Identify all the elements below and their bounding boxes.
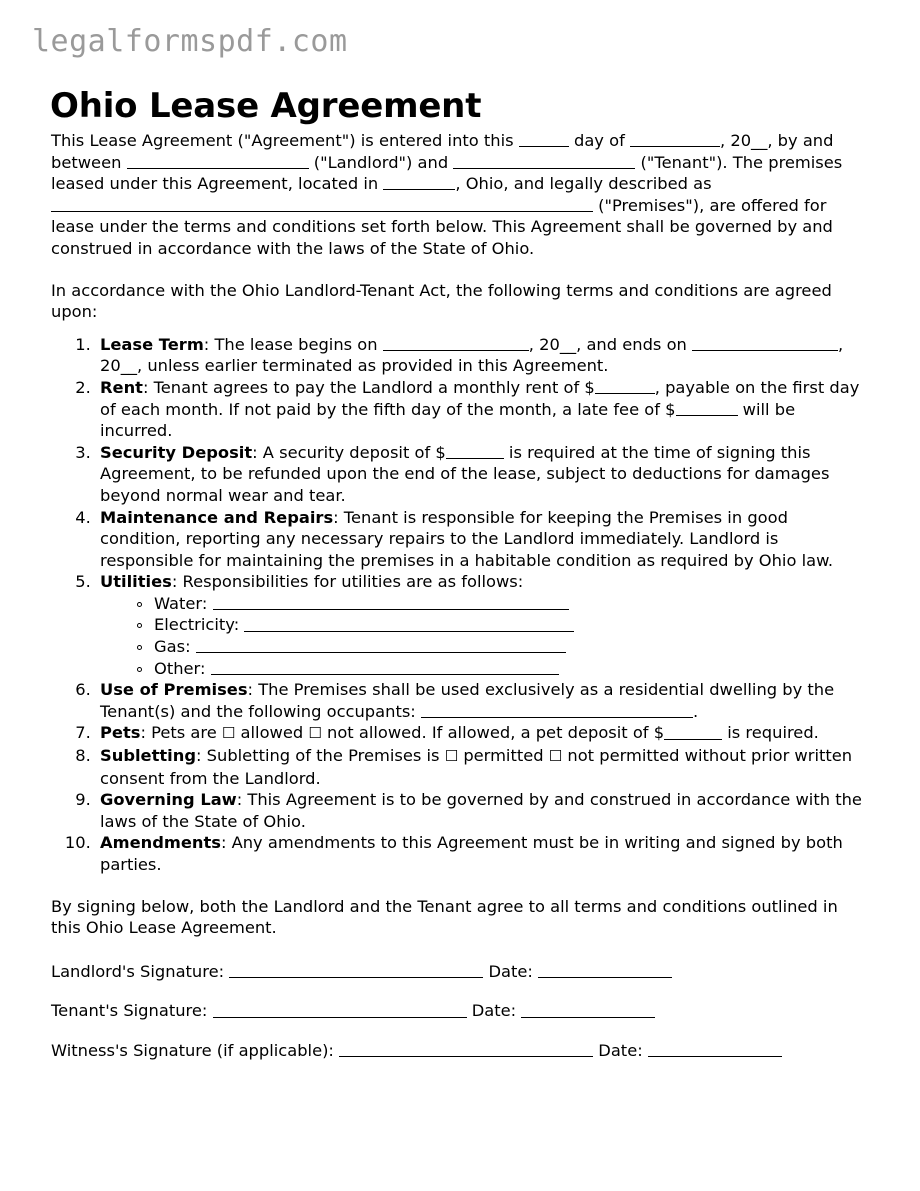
intro-segment-2: day of xyxy=(568,131,630,150)
witness-date-blank[interactable] xyxy=(648,1041,782,1057)
witness-date-label: Date: xyxy=(598,1040,643,1060)
term-segment-3: will be incurred. xyxy=(100,399,796,441)
lease-begin-date-blank[interactable] xyxy=(383,335,529,351)
term-segment-2: , 20__, and ends on xyxy=(528,334,693,354)
term-label: Rent xyxy=(100,377,143,397)
utility-item-water xyxy=(134,593,871,615)
term-item-rent xyxy=(96,377,871,442)
term-label: Pets xyxy=(100,723,141,743)
signature-block xyxy=(51,961,871,1062)
month-blank[interactable] xyxy=(630,131,720,147)
intro-segment-6: , Ohio, and legally described as xyxy=(455,174,712,194)
term-label: Security Deposit xyxy=(100,442,253,462)
term-item-utilities xyxy=(96,571,871,679)
site-watermark: legalformspdf.com xyxy=(32,24,348,59)
utility-label: Water: xyxy=(154,593,208,613)
term-segment-1: : Tenant is responsible for keeping the Premises in good condition, reporting any necessary repairs to the Landlord immediately. Landlord is responsible for maintaining the premises in a habitable condition as required by Ohio law. xyxy=(100,507,834,570)
term-segment-1: : Tenant agrees to pay the Landlord a monthly rent of $ xyxy=(142,377,595,397)
term-segment-1: : The lease begins on xyxy=(203,334,383,354)
utility-item-gas xyxy=(134,636,871,658)
term-item-amendments xyxy=(96,832,871,875)
term-label: Governing Law xyxy=(100,790,237,810)
utilities-sublist xyxy=(100,593,871,679)
term-segment-1: : A security deposit of $ xyxy=(252,442,446,462)
term-segment-3: not permitted without prior written consent from the Landlord. xyxy=(100,746,853,788)
term-segment-3: not allowed. If allowed, a pet deposit of $ xyxy=(321,723,665,743)
term-segment-3: , 20__, unless earlier terminated as provided in this Agreement. xyxy=(100,334,844,376)
landlord-signature-blank[interactable] xyxy=(229,962,483,978)
tenant-date-label: Date: xyxy=(471,1001,517,1021)
term-item-subletting xyxy=(96,745,871,789)
landlord-signature-label: Landlord's Signature: xyxy=(51,961,225,981)
witness-signature-line xyxy=(51,1040,871,1062)
term-segment-2: , payable on the first day of each month. If not paid by the fifth day of the month, a late fee of $ xyxy=(100,377,860,419)
terms-list xyxy=(51,334,871,876)
spacer xyxy=(51,260,871,280)
witness-signature-blank[interactable] xyxy=(339,1041,593,1057)
spacer xyxy=(51,876,871,896)
accordance-paragraph: In accordance with the Ohio Landlord-Tenant Act, the following terms and conditions are agreed upon: xyxy=(51,280,832,322)
term-segment-2: allowed xyxy=(235,723,309,743)
closing-paragraph: By signing below, both the Landlord and the Tenant agree to all terms and conditions outlined in this Ohio Lease Agreement. xyxy=(51,896,838,938)
term-item-maintenance-and-repairs xyxy=(96,507,871,572)
intro-paragraph xyxy=(51,130,871,260)
term-segment-1: : Responsibilities for utilities are as follows: xyxy=(171,572,524,592)
landlord-date-blank[interactable] xyxy=(538,962,672,978)
water-blank[interactable] xyxy=(213,594,569,610)
day-blank[interactable] xyxy=(519,131,569,147)
term-segment-1: : Pets are xyxy=(140,723,222,743)
landlord-signature-line xyxy=(51,961,871,983)
pets-allowed-checkbox[interactable]: ☐ xyxy=(221,724,236,743)
tenant-signature-blank[interactable] xyxy=(213,1002,467,1018)
term-label: Lease Term xyxy=(100,334,204,354)
other-utility-blank[interactable] xyxy=(211,659,559,675)
spacer xyxy=(51,939,871,961)
tenant-date-blank[interactable] xyxy=(521,1002,655,1018)
term-segment-2: permitted xyxy=(458,746,549,766)
gas-blank[interactable] xyxy=(196,637,566,653)
utility-label: Electricity: xyxy=(154,615,240,635)
landlord-date-label: Date: xyxy=(488,961,533,981)
witness-signature-label: Witness's Signature (if applicable): xyxy=(51,1040,334,1060)
term-label: Use of Premises xyxy=(100,680,248,700)
subletting-not-permitted-checkbox[interactable]: ☐ xyxy=(548,747,563,766)
late-fee-blank[interactable] xyxy=(676,400,738,416)
pets-not-allowed-checkbox[interactable]: ☐ xyxy=(308,724,322,743)
intro-segment-7: ("Premises"), are offered for lease under the terms and conditions set forth below. This Agreement shall be governed by and construed in accordance with the laws of the State of Ohio. xyxy=(51,195,833,258)
term-label: Maintenance and Repairs xyxy=(100,507,334,527)
term-item-lease-term xyxy=(96,334,871,377)
utility-label: Other: xyxy=(154,658,206,678)
term-label: Amendments xyxy=(100,833,221,853)
utility-label: Gas: xyxy=(154,637,191,657)
spacer xyxy=(51,323,871,334)
tenant-signature-label: Tenant's Signature: xyxy=(51,1001,208,1021)
document-body xyxy=(51,130,871,1062)
security-deposit-blank[interactable] xyxy=(446,443,504,459)
term-label: Subletting xyxy=(100,746,196,766)
term-segment-1: : This Agreement is to be governed by and construed in accordance with the laws of the State of Ohio. xyxy=(100,790,862,831)
term-segment-1: : Any amendments to this Agreement must be in writing and signed by both parties. xyxy=(100,833,843,874)
pet-deposit-blank[interactable] xyxy=(664,724,722,740)
lease-end-date-blank[interactable] xyxy=(692,335,838,351)
tenant-signature-line xyxy=(51,1000,871,1022)
term-item-use-of-premises xyxy=(96,679,871,722)
intro-segment-1: This Lease Agreement ("Agreement") is entered into this xyxy=(51,131,519,150)
term-item-security-deposit xyxy=(96,442,871,507)
monthly-rent-blank[interactable] xyxy=(595,378,655,394)
term-segment-2: is required at the time of signing this Agreement, to be refunded upon the end of the lease, subject to deductions for damages beyond normal wear and tear. xyxy=(100,442,830,505)
term-label: Utilities xyxy=(100,572,172,592)
intro-segment-4: ("Landlord") and xyxy=(308,152,454,172)
intro-segment-3: , 20__, by and between xyxy=(51,131,834,172)
utility-item-other xyxy=(134,658,871,680)
term-segment-1: : The Premises shall be used exclusively as a residential dwelling by the Tenant(s) and the following occupants: xyxy=(100,680,835,721)
page-title: Ohio Lease Agreement xyxy=(50,85,482,126)
spacer xyxy=(51,982,871,1000)
landlord-name-blank[interactable] xyxy=(127,153,309,169)
electricity-blank[interactable] xyxy=(244,616,574,632)
term-segment-4: is required. xyxy=(722,723,819,743)
term-item-governing-law xyxy=(96,789,871,832)
city-blank[interactable] xyxy=(383,175,455,191)
term-segment-1: : Subletting of the Premises is xyxy=(196,746,445,766)
legal-description-blank[interactable] xyxy=(51,196,593,212)
intro-segment-5: ("Tenant"). The premises leased under this Agreement, located in xyxy=(51,152,843,194)
tenant-name-blank[interactable] xyxy=(453,153,635,169)
occupants-blank[interactable] xyxy=(421,702,693,718)
spacer xyxy=(51,1022,871,1040)
utility-item-electricity xyxy=(134,614,871,636)
term-segment-2: . xyxy=(692,701,699,721)
subletting-permitted-checkbox[interactable]: ☐ xyxy=(444,747,459,766)
term-item-pets xyxy=(96,722,871,745)
